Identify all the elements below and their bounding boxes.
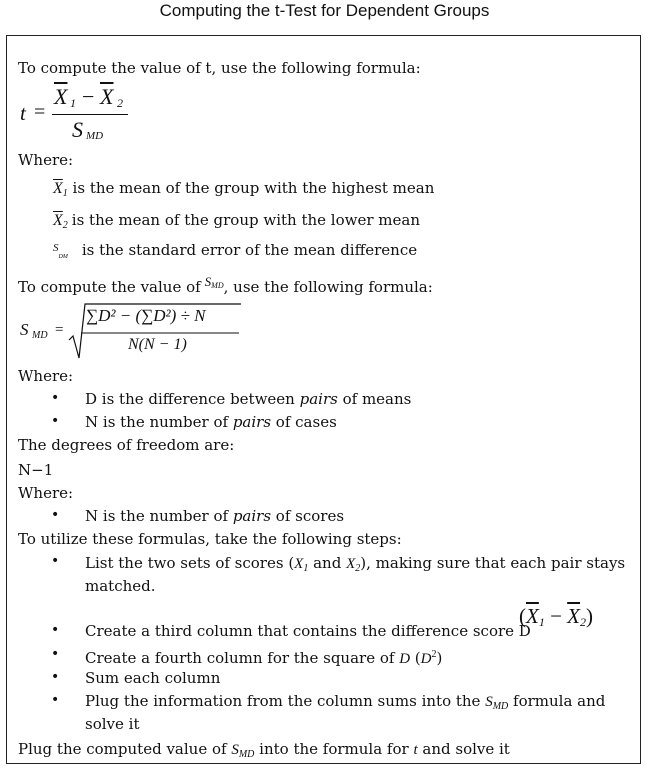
bullet-dot: • bbox=[51, 413, 60, 429]
bullet-dot: • bbox=[51, 622, 60, 638]
final-sub: MD bbox=[238, 749, 255, 760]
bullet-n-pre: N is the number of bbox=[85, 413, 233, 431]
step-2-x2: $\overline{X}$ bbox=[567, 604, 580, 628]
bullet-n-scores-pre: N is the number of bbox=[85, 507, 233, 525]
formula-t-denom-sub: MD bbox=[86, 130, 104, 142]
formula-smd-lhs-sub: MD bbox=[32, 330, 48, 341]
intro-smd bbox=[18, 274, 433, 297]
formula-t-x2: $\overline{X}$ bbox=[100, 84, 114, 109]
where-label-3: Where: bbox=[18, 484, 74, 502]
page-title: Computing the t-Test for Dependent Groups bbox=[159, 1, 490, 20]
formula-t-fraction-bar bbox=[52, 114, 128, 115]
final-mid: into the formula for bbox=[254, 740, 414, 758]
step-3-sup: 2 bbox=[431, 649, 437, 660]
bullet-dot: • bbox=[51, 553, 60, 569]
bullet-dot: • bbox=[51, 390, 60, 406]
where-label-2: Where: bbox=[18, 367, 74, 385]
step-5-pre: Plug the information from the column sums into the bbox=[85, 692, 486, 710]
bullet-n-definition bbox=[85, 412, 337, 432]
def-sdm-sub: DM bbox=[58, 254, 68, 260]
step-1-x1: X bbox=[294, 556, 304, 572]
step-1-x2: X bbox=[346, 556, 356, 572]
formula-smd-denominator: N(N − 1) bbox=[128, 336, 187, 353]
step-3-em2: D bbox=[420, 651, 432, 667]
bullet-d-pre: D is the difference between bbox=[85, 390, 300, 408]
bullet-dot: • bbox=[51, 507, 60, 523]
formula-t-lhs: t bbox=[20, 101, 26, 125]
formula-t-x2-sub: 2 bbox=[117, 96, 123, 110]
step-1-pre: List the two sets of scores ( bbox=[85, 554, 295, 572]
step-2-minus: − bbox=[550, 604, 562, 628]
step-5-sub: MD bbox=[492, 701, 509, 712]
final-instruction bbox=[18, 739, 510, 765]
def-x1-text: is the mean of the group with the highest mean bbox=[67, 179, 435, 197]
step-3-em: D bbox=[399, 651, 411, 667]
def-x1 bbox=[53, 178, 434, 199]
bullet-n-scores-post: of scores bbox=[271, 507, 345, 525]
formula-t-eq: = bbox=[34, 101, 46, 123]
bullet-dot: • bbox=[51, 646, 60, 662]
step-3-post: ) bbox=[436, 649, 443, 667]
def-x2-symbol: $\overline{X}$ bbox=[53, 212, 63, 229]
bullet-n-scores bbox=[85, 506, 344, 526]
step-2-x1-sub: 1 bbox=[538, 615, 545, 629]
bullet-dot: • bbox=[51, 669, 60, 685]
def-sdm bbox=[53, 240, 417, 260]
formula-t-x1: $\overline{X}$ bbox=[54, 84, 68, 109]
intro-smd-sub: MD bbox=[211, 281, 224, 290]
step-3-pre: Create a fourth column for the square of bbox=[85, 649, 400, 667]
step-5-line-1 bbox=[85, 691, 605, 717]
formula-smd-eq: = bbox=[55, 322, 64, 338]
step-1-x2-sub: 2 bbox=[355, 563, 361, 574]
step-1-x1-sub: 1 bbox=[303, 563, 309, 574]
step-3-mid: ( bbox=[410, 649, 421, 667]
intro-smd-pre: To compute the value of bbox=[18, 278, 201, 296]
step-2-expression: $(\overline{X}_1 - \overline{X}_2)$ bbox=[519, 604, 593, 629]
bullet-d-post: of means bbox=[337, 390, 412, 408]
def-sdm-symbol: S bbox=[53, 242, 59, 254]
bullet-d-definition bbox=[85, 389, 411, 409]
bullet-n-em: pairs bbox=[232, 413, 272, 431]
formula-smd-numerator: ∑D² − (∑D²) ÷ N bbox=[86, 306, 206, 325]
steps-intro: To utilize these formulas, take the following steps: bbox=[18, 530, 402, 548]
def-x2-sub: 2 bbox=[62, 220, 68, 231]
intro-smd-symbol: S bbox=[204, 274, 212, 289]
def-sdm-text: is the standard error of the mean difference bbox=[81, 241, 418, 259]
df-formula: N−1 bbox=[18, 461, 54, 479]
final-pre: Plug the computed value of bbox=[18, 740, 232, 758]
step-3-text bbox=[85, 645, 442, 669]
step-5-line-2: solve it bbox=[85, 715, 140, 733]
step-2-x1: $\overline{X}$ bbox=[526, 604, 539, 628]
step-5-post: formula and bbox=[508, 692, 606, 710]
final-symbol: S bbox=[231, 742, 239, 758]
step-2-text: Create a third column that contains the difference score D bbox=[85, 622, 531, 640]
intro-t-text: To compute the value of t, use the following formula: bbox=[18, 59, 421, 77]
def-x1-sub: 1 bbox=[62, 188, 68, 199]
intro-smd-post: , use the following formula: bbox=[223, 278, 433, 296]
final-em: t bbox=[413, 742, 418, 758]
step-5-symbol: S bbox=[485, 694, 493, 710]
step-2-x2-sub: 2 bbox=[580, 615, 586, 629]
step-1-line-2: matched. bbox=[85, 577, 156, 595]
step-1-post: ), making sure that each pair stays bbox=[360, 554, 626, 572]
def-x2-text: is the mean of the group with the lower mean bbox=[71, 211, 420, 229]
step-1-line-1 bbox=[85, 553, 625, 579]
formula-t-x1-sub: 1 bbox=[70, 96, 76, 110]
bullet-n-scores-em: pairs bbox=[232, 507, 272, 525]
step-4-text: Sum each column bbox=[85, 669, 221, 687]
def-x2 bbox=[53, 210, 420, 231]
final-post: and solve it bbox=[417, 740, 510, 758]
step-1-and: and bbox=[308, 554, 347, 572]
df-intro: The degrees of freedom are: bbox=[18, 436, 235, 454]
bullet-dot: • bbox=[51, 692, 60, 708]
def-x1-symbol: $\overline{X}$ bbox=[53, 180, 63, 197]
bullet-n-post: of cases bbox=[271, 413, 337, 431]
formula-smd-lhs: S bbox=[20, 320, 29, 339]
formula-t-denom: S bbox=[72, 117, 83, 142]
where-label-1: Where: bbox=[18, 151, 74, 169]
formula-t-minus: − bbox=[82, 84, 95, 109]
bullet-d-em: pairs bbox=[299, 390, 338, 408]
